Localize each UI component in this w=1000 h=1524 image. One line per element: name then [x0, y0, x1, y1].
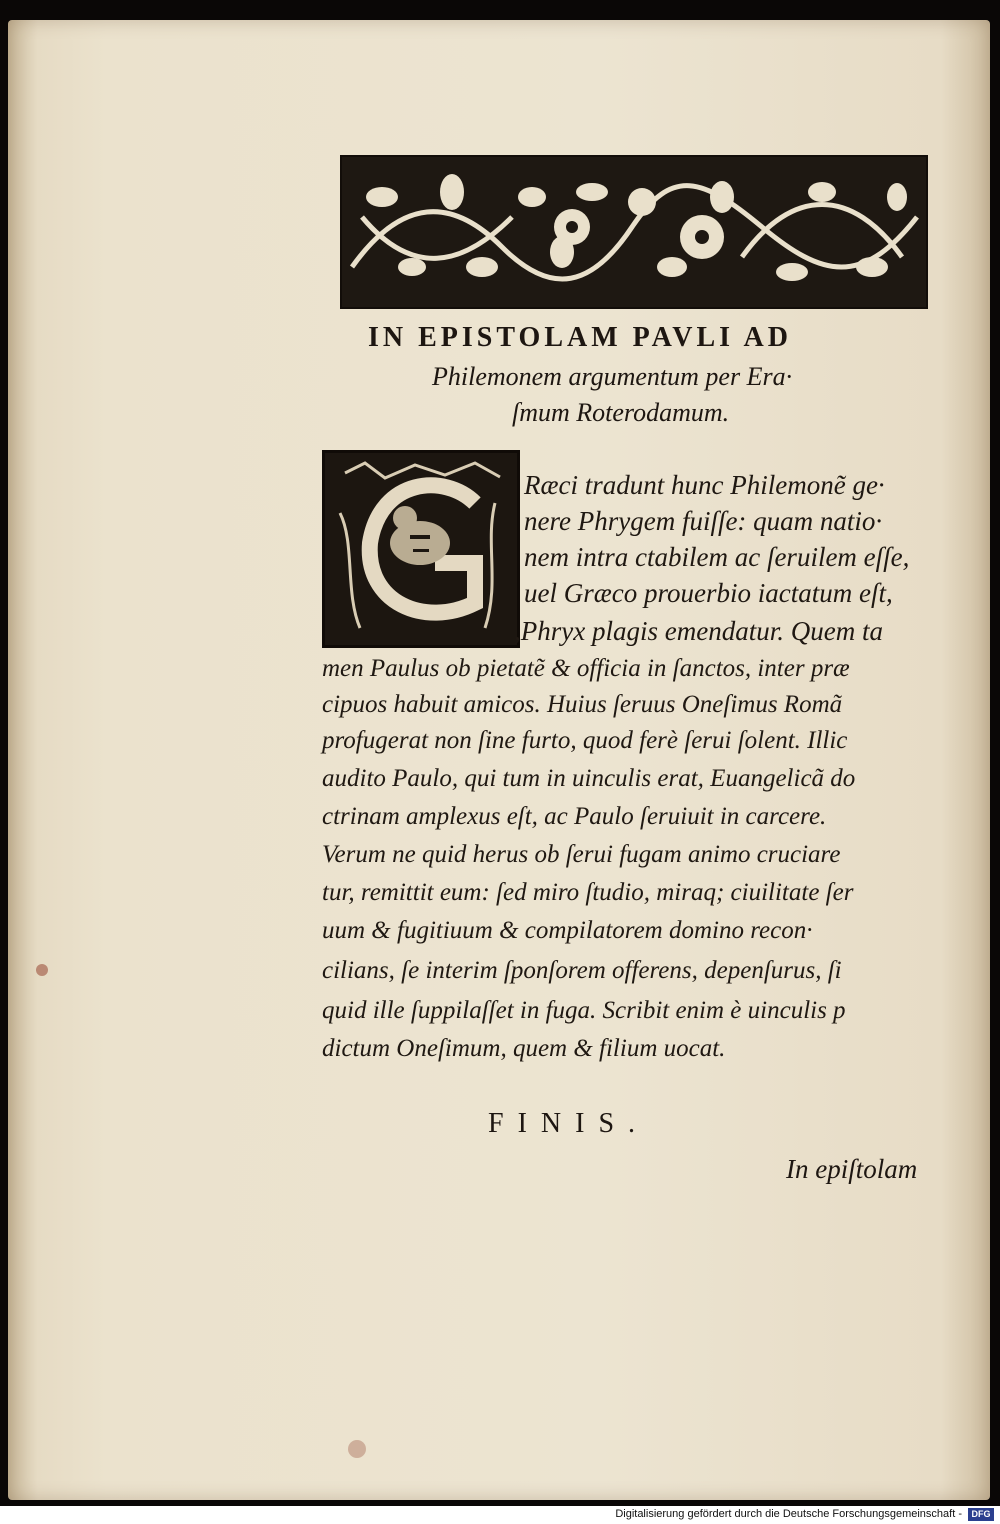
footer-credit-text: Digitalisierung gefördert durch die Deutsche Forschungsgemeinschaft -	[615, 1508, 962, 1520]
paper-stain	[348, 1440, 366, 1458]
body-line-16: dictum Oneſimum, quem & filium uocat.	[322, 1035, 726, 1062]
paper-stain	[36, 964, 48, 976]
body-line-4: uel Græco prouerbio iactatum eſt,	[524, 578, 893, 608]
body-line-5: ,Phryx plagis emendatur. Quem ta	[514, 616, 883, 646]
heading-line-2: Philemonem argumentum per Era·	[432, 362, 793, 391]
body-line-9: audito Paulo, qui tum in uinculis erat, Euangelicã do	[322, 765, 856, 792]
headpiece-ornament	[340, 155, 928, 309]
body-line-7: cipuos habuit amicos. Huius ſeruus Oneſimus Romã	[322, 691, 843, 718]
body-line-10: ctrinam amplexus eſt, ac Paulo ſeruiuit in carcere.	[322, 803, 827, 830]
digitization-footer	[0, 1506, 1000, 1524]
heading-line-1: IN EPISTOLAM PAVLI AD	[368, 322, 792, 353]
body-line-15: quid ille ſuppilaſſet in fuga. Scribit enim è uinculis p	[322, 997, 846, 1024]
body-line-11: Verum ne quid herus ob ſerui fugam animo cruciare	[322, 841, 841, 868]
body-line-3: nem intra ctabilem ac ſeruilem eſſe,	[524, 542, 910, 572]
body-line-2: nere Phrygem fuiſſe: quam natio·	[524, 506, 883, 536]
body-line-8: profugerat non ſine furto, quod ferè ſerui ſolent. Illic	[322, 727, 848, 754]
body-line-12: tur, remittit eum: ſed miro ſtudio, miraq; ciuilitate ſer	[322, 879, 854, 906]
finis-heading: FINIS.	[488, 1108, 650, 1139]
heading-line-3: ſmum Roterodamum.	[512, 398, 730, 427]
body-line-14: cilians, ſe interim ſponſorem offerens, depenſurus, ſi	[322, 957, 842, 984]
decorated-initial-g-woodcut	[322, 450, 520, 648]
body-line-1: Ræci tradunt hunc Philemonẽ ge·	[524, 470, 885, 500]
catchword: In epiſtolam	[786, 1154, 918, 1184]
body-line-13: uum & fugitiuum & compilatorem domino recon·	[322, 917, 813, 944]
dfg-logo: DFG	[968, 1508, 994, 1521]
body-line-6: men Paulus ob pietatẽ & officia in ſanctos, inter præ	[322, 655, 850, 682]
